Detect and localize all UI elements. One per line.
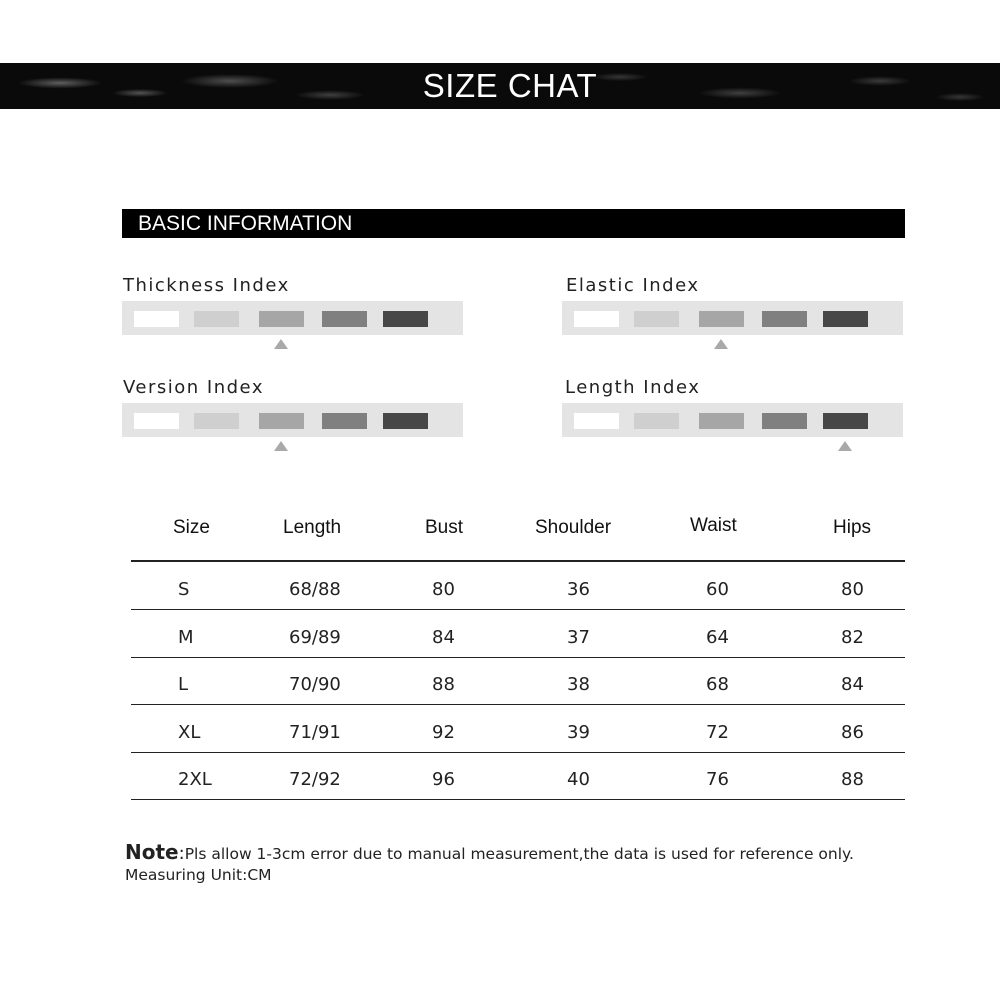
cell-hips: 82 <box>841 626 864 648</box>
note-separator: : <box>178 843 185 864</box>
header-size: Size <box>173 517 210 538</box>
thickness-swatch-5 <box>383 311 428 327</box>
cell-size: 2XL <box>178 769 212 790</box>
cell-size: XL <box>178 721 201 743</box>
elastic-swatch-1 <box>574 311 619 327</box>
thickness-swatch-2 <box>194 311 239 327</box>
cell-length: 70/90 <box>289 674 341 695</box>
cell-hips: 84 <box>841 674 864 695</box>
version-swatch-5 <box>383 413 428 429</box>
section-title: BASIC INFORMATION <box>138 212 353 235</box>
cell-bust: 84 <box>432 626 455 648</box>
header-waist: Waist <box>690 515 737 536</box>
row-divider <box>131 752 905 753</box>
version-swatch-1 <box>134 413 179 429</box>
thickness-swatch-3 <box>259 311 304 327</box>
cell-bust: 96 <box>432 769 455 790</box>
version-index-label: Version Index <box>123 377 264 398</box>
elastic-swatch-3 <box>699 311 744 327</box>
version-level-pointer-icon <box>274 441 288 451</box>
version-swatch-4 <box>322 413 367 429</box>
cell-size: L <box>178 674 189 695</box>
thickness-swatch-4 <box>322 311 367 327</box>
row-divider <box>131 609 905 610</box>
cell-shoulder: 40 <box>567 769 590 790</box>
cell-waist: 64 <box>706 626 729 648</box>
cell-waist: 72 <box>706 721 729 743</box>
cell-length: 72/92 <box>289 769 341 790</box>
cell-length: 69/89 <box>289 626 341 648</box>
cell-shoulder: 39 <box>567 721 590 743</box>
cell-length: 68/88 <box>289 579 341 600</box>
version-index-scale <box>122 403 463 437</box>
cell-shoulder: 37 <box>567 626 590 648</box>
cell-bust: 88 <box>432 674 455 695</box>
thickness-swatch-1 <box>134 311 179 327</box>
length-swatch-3 <box>699 413 744 429</box>
version-index <box>122 377 463 447</box>
elastic-index-scale <box>562 301 903 335</box>
header-bust: Bust <box>425 517 464 538</box>
measuring-unit: Measuring Unit:CM <box>125 866 272 884</box>
header-length: Length <box>283 517 342 538</box>
section-header <box>122 209 905 238</box>
cell-shoulder: 38 <box>567 674 590 695</box>
length-swatch-1 <box>574 413 619 429</box>
note <box>125 840 854 884</box>
note-text: Pls allow 1-3cm error due to manual measurement,the data is used for reference only. <box>184 845 854 863</box>
elastic-swatch-2 <box>634 311 679 327</box>
thickness-index <box>122 275 463 345</box>
elastic-swatch-5 <box>823 311 868 327</box>
thickness-index-label: Thickness Index <box>123 275 290 296</box>
length-level-pointer-icon <box>838 441 852 451</box>
length-swatch-5 <box>823 413 868 429</box>
row-divider <box>131 799 905 800</box>
length-index-scale <box>562 403 903 437</box>
row-divider <box>131 704 905 705</box>
cell-hips: 88 <box>841 769 864 790</box>
banner-title: SIZE CHAT <box>422 67 598 104</box>
elastic-level-pointer-icon <box>714 339 728 349</box>
cell-bust: 80 <box>432 579 455 600</box>
elastic-index <box>562 275 903 345</box>
header-hips: Hips <box>833 517 872 538</box>
cell-waist: 68 <box>706 674 729 695</box>
header-divider <box>131 560 905 562</box>
length-index-label: Length Index <box>565 377 701 398</box>
version-swatch-2 <box>194 413 239 429</box>
cell-bust: 92 <box>432 721 455 743</box>
version-swatch-3 <box>259 413 304 429</box>
cell-waist: 60 <box>706 579 729 600</box>
row-divider <box>131 657 905 658</box>
length-index <box>562 377 903 447</box>
cell-waist: 76 <box>706 769 729 790</box>
length-swatch-2 <box>634 413 679 429</box>
length-swatch-4 <box>762 413 807 429</box>
cell-shoulder: 36 <box>567 579 590 600</box>
cell-hips: 86 <box>841 721 864 743</box>
cell-size: M <box>178 626 194 648</box>
elastic-swatch-4 <box>762 311 807 327</box>
cell-hips: 80 <box>841 579 864 600</box>
note-label: Note <box>125 840 179 864</box>
cell-length: 71/91 <box>289 721 341 743</box>
elastic-index-label: Elastic Index <box>566 275 700 296</box>
thickness-level-pointer-icon <box>274 339 288 349</box>
header-shoulder: Shoulder <box>535 517 612 538</box>
cell-size: S <box>178 579 190 600</box>
thickness-index-scale <box>122 301 463 335</box>
banner <box>0 63 1000 109</box>
